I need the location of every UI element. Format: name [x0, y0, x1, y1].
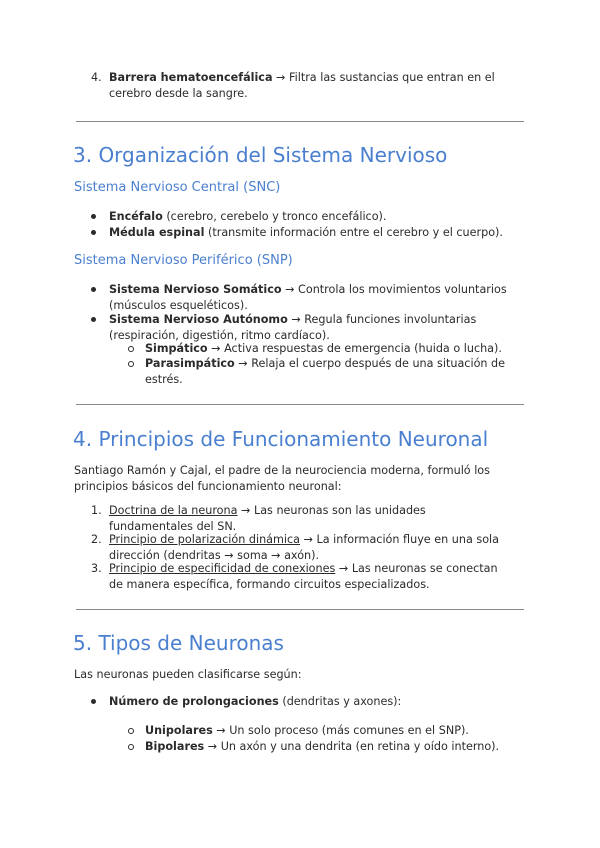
- list-desc-cont: (músculos esqueléticos).: [109, 298, 248, 312]
- list-desc: (dendritas y axones):: [278, 695, 402, 708]
- snp-heading: Sistema Nervioso Periférico (SNP): [74, 253, 293, 268]
- bullet-icon: [91, 214, 96, 219]
- list-term: Bipolares: [145, 740, 205, 753]
- list-term: Encéfalo: [109, 210, 163, 223]
- intro-line: Santiago Ramón y Cajal, el padre de la neurociencia moderna, formuló los: [74, 464, 490, 477]
- list-number: 3.: [91, 562, 102, 575]
- divider: [76, 121, 524, 122]
- bullet-icon: [91, 287, 96, 292]
- circle-bullet-icon: [128, 346, 134, 352]
- list-term: Principio de polarización dinámica: [109, 533, 301, 546]
- list-desc-cont: dirección (dendritas → soma → axón).: [109, 548, 320, 562]
- list-desc: (cerebro, cerebelo y tronco encefálico).: [162, 210, 387, 223]
- list-number: 1.: [91, 504, 102, 517]
- section-4-title: 4. Principios de Funcionamiento Neuronal: [73, 427, 489, 451]
- list-term: Simpático: [145, 342, 208, 355]
- list-desc: (transmite información entre el cerebro y el cuerpo).: [204, 226, 503, 239]
- list-desc: → Activa respuestas de emergencia (huida o lucha).: [207, 342, 502, 355]
- bullet-icon: [91, 230, 96, 235]
- section-5-intro: Las neuronas pueden clasificarse según:: [74, 668, 302, 681]
- list-desc-cont: de manera específica, formando circuitos especializados.: [109, 577, 430, 591]
- list-number: 4.: [91, 71, 102, 84]
- list-desc: → Las neuronas son las unidades: [237, 504, 426, 517]
- list-term: Médula espinal: [109, 226, 205, 239]
- section-5-title: 5. Tipos de Neuronas: [73, 631, 284, 655]
- list-desc-cont: estrés.: [145, 372, 183, 386]
- list-desc-cont: (respiración, digestión, ritmo cardíaco).: [109, 328, 330, 342]
- list-desc: → Las neuronas se conectan: [335, 562, 498, 575]
- list-desc: → La información fluye en una sola: [300, 533, 500, 546]
- snc-heading: Sistema Nervioso Central (SNC): [74, 180, 281, 195]
- list-term: Sistema Nervioso Autónomo: [109, 313, 288, 326]
- divider: [76, 609, 524, 610]
- section-3-title: 3. Organización del Sistema Nervioso: [73, 143, 448, 167]
- list-term: Número de prolongaciones: [109, 695, 279, 708]
- list-desc-cont: cerebro desde la sangre.: [109, 86, 248, 100]
- list-desc: → Relaja el cuerpo después de una situación de: [234, 357, 506, 370]
- list-desc: → Regula funciones involuntarias: [287, 313, 477, 326]
- list-desc: → Controla los movimientos voluntarios: [281, 283, 507, 296]
- list-term: Sistema Nervioso Somático: [109, 283, 282, 296]
- list-term: Doctrina de la neurona: [109, 504, 238, 517]
- intro-line: principios básicos del funcionamiento neuronal:: [74, 479, 342, 493]
- section-4-intro: [74, 463, 524, 494]
- list-term: Barrera hematoencefálica: [109, 71, 273, 84]
- list-desc: → Un solo proceso (más comunes en el SNP).: [212, 724, 469, 737]
- circle-bullet-icon: [128, 361, 134, 367]
- circle-bullet-icon: [128, 728, 134, 734]
- bullet-icon: [91, 317, 96, 322]
- list-desc: → Filtra las sustancias que entran en el: [272, 71, 495, 84]
- bullet-icon: [91, 699, 96, 704]
- list-desc: → Un axón y una dendrita (en retina y oído interno).: [204, 740, 500, 753]
- list-term: Principio de especificidad de conexiones: [109, 562, 336, 575]
- list-term: Unipolares: [145, 724, 213, 737]
- divider: [76, 404, 524, 405]
- circle-bullet-icon: [128, 744, 134, 750]
- list-term: Parasimpático: [145, 357, 235, 370]
- list-desc-cont: fundamentales del SN.: [109, 519, 237, 533]
- list-number: 2.: [91, 533, 102, 546]
